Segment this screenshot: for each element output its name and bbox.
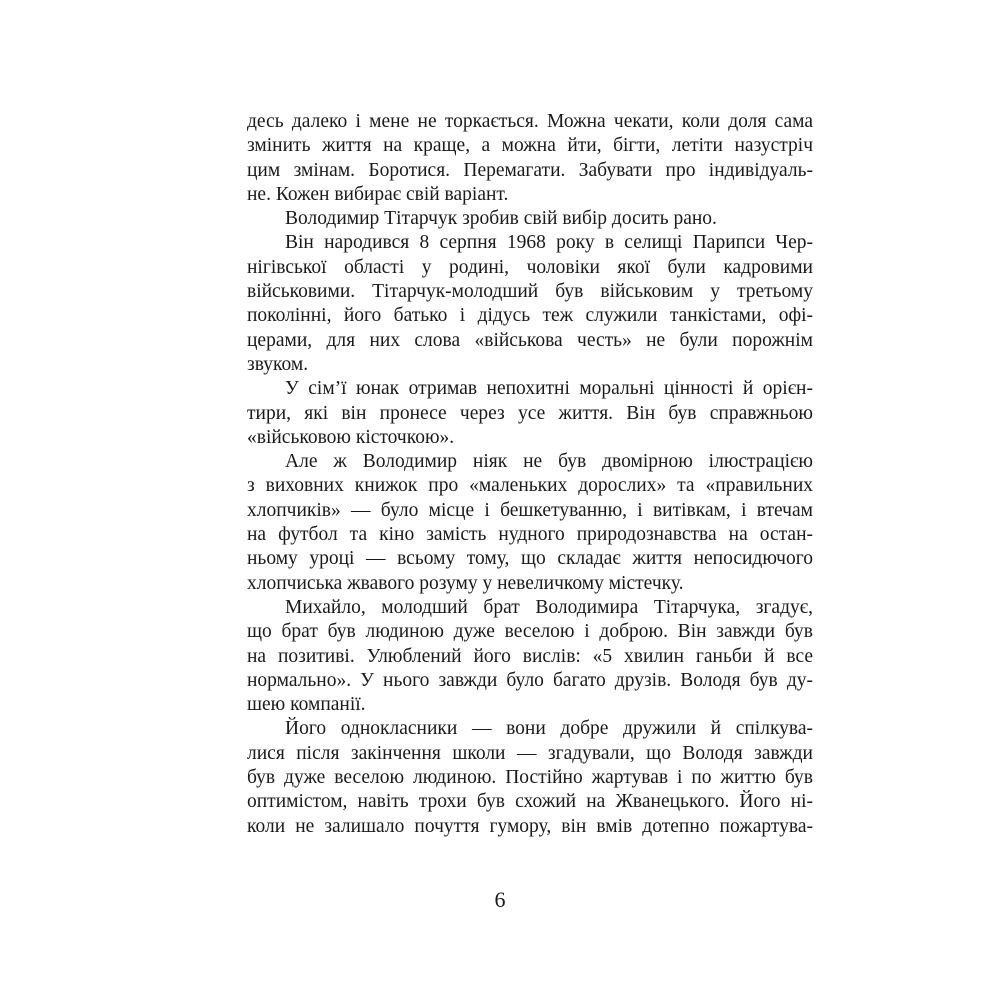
text-line: Михайло, молодший брат Володимира Тітарчука, згадує, (285, 596, 813, 618)
paragraph-birth (247, 231, 813, 377)
text-line: лися після закінчення школи — згадували, що Володя завжди (247, 742, 813, 764)
text-line: Його однокласники — вони добре дружили й спілкува- (285, 718, 813, 740)
text-line: тири, які він пронесе через усе життя. Він був справжньою (247, 402, 813, 424)
text-line: оптимістом, навіть трохи був схожий на Жванецького. Його ні- (247, 791, 813, 813)
text-line: «військовою кісточкою». (247, 426, 455, 448)
paragraph-brother-memory (247, 596, 813, 717)
text-line: військовими. Тітарчук-молодший був військовим у третьому (247, 281, 813, 303)
paragraph-intro-continued (247, 110, 813, 207)
text-line: шею компанії. (247, 694, 366, 716)
text-line: з виховних книжок про «маленьких дорослих» та «правильних (247, 475, 813, 497)
text-line: десь далеко і мене не торкається. Можна чекати, коли доля сама (247, 111, 813, 132)
text-line: не. Кожен вибирає свій варіант. (247, 183, 509, 205)
text-line: Але ж Володимир ніяк не був двомірною ілюстрацією (285, 451, 813, 473)
text-line: нігівської області у родині, чоловіки якої були кадровими (247, 256, 813, 278)
page-number: 6 (494, 887, 506, 912)
text-line: звуком. (247, 353, 309, 375)
text-line: що брат був людиною дуже веселою і доброю. Він завжди був (247, 621, 813, 643)
text-line: Він народився 8 серпня 1968 року в селищі Парипси Чер- (285, 232, 813, 254)
paragraph-childhood (247, 450, 813, 596)
text-line: Володимир Тітарчук зробив свій вибір досить рано. (285, 208, 717, 230)
text-line: хлопчиків» — було місце і бешкетуванню, і витівкам, і втечам (247, 499, 813, 521)
paragraph-classmates (247, 717, 813, 838)
text-line: хлопчиська жвавого розуму у невеличкому містечку. (247, 572, 684, 594)
text-line: коли не залишало почуття гумору, він вмів дотепно пожартува- (247, 815, 813, 837)
text-line: поколінні, його батько і дідусь теж служили танкістами, офі- (247, 305, 813, 327)
text-line: нормально». У нього завжди було багато друзів. Володя був ду- (247, 669, 813, 691)
text-line: ньому уроці — всьому тому, що складає життя непосидючого (247, 548, 813, 570)
text-line: церами, для них слова «військова честь» не були порожнім (247, 329, 813, 351)
paragraph-choice (247, 207, 813, 231)
body-text (247, 110, 813, 839)
text-line: був дуже веселою людиною. Постійно жартував і по життю був (247, 767, 813, 789)
text-line: цим змінам. Боротися. Перемагати. Забувати про індивідуаль- (247, 159, 813, 181)
text-line: на футбол та кіно замість нудного природознавства на остан- (247, 524, 813, 546)
text-line: змінить життя на краще, а можна йти, бігти, летіти назустріч (247, 135, 813, 157)
text-line: на позитиві. Улюблений його вислів: «5 хвилин ганьби й все (247, 645, 813, 667)
paragraph-family-values (247, 377, 813, 450)
text-line: У сім’ї юнак отримав непохитні моральні цінності й орієн- (285, 378, 813, 400)
